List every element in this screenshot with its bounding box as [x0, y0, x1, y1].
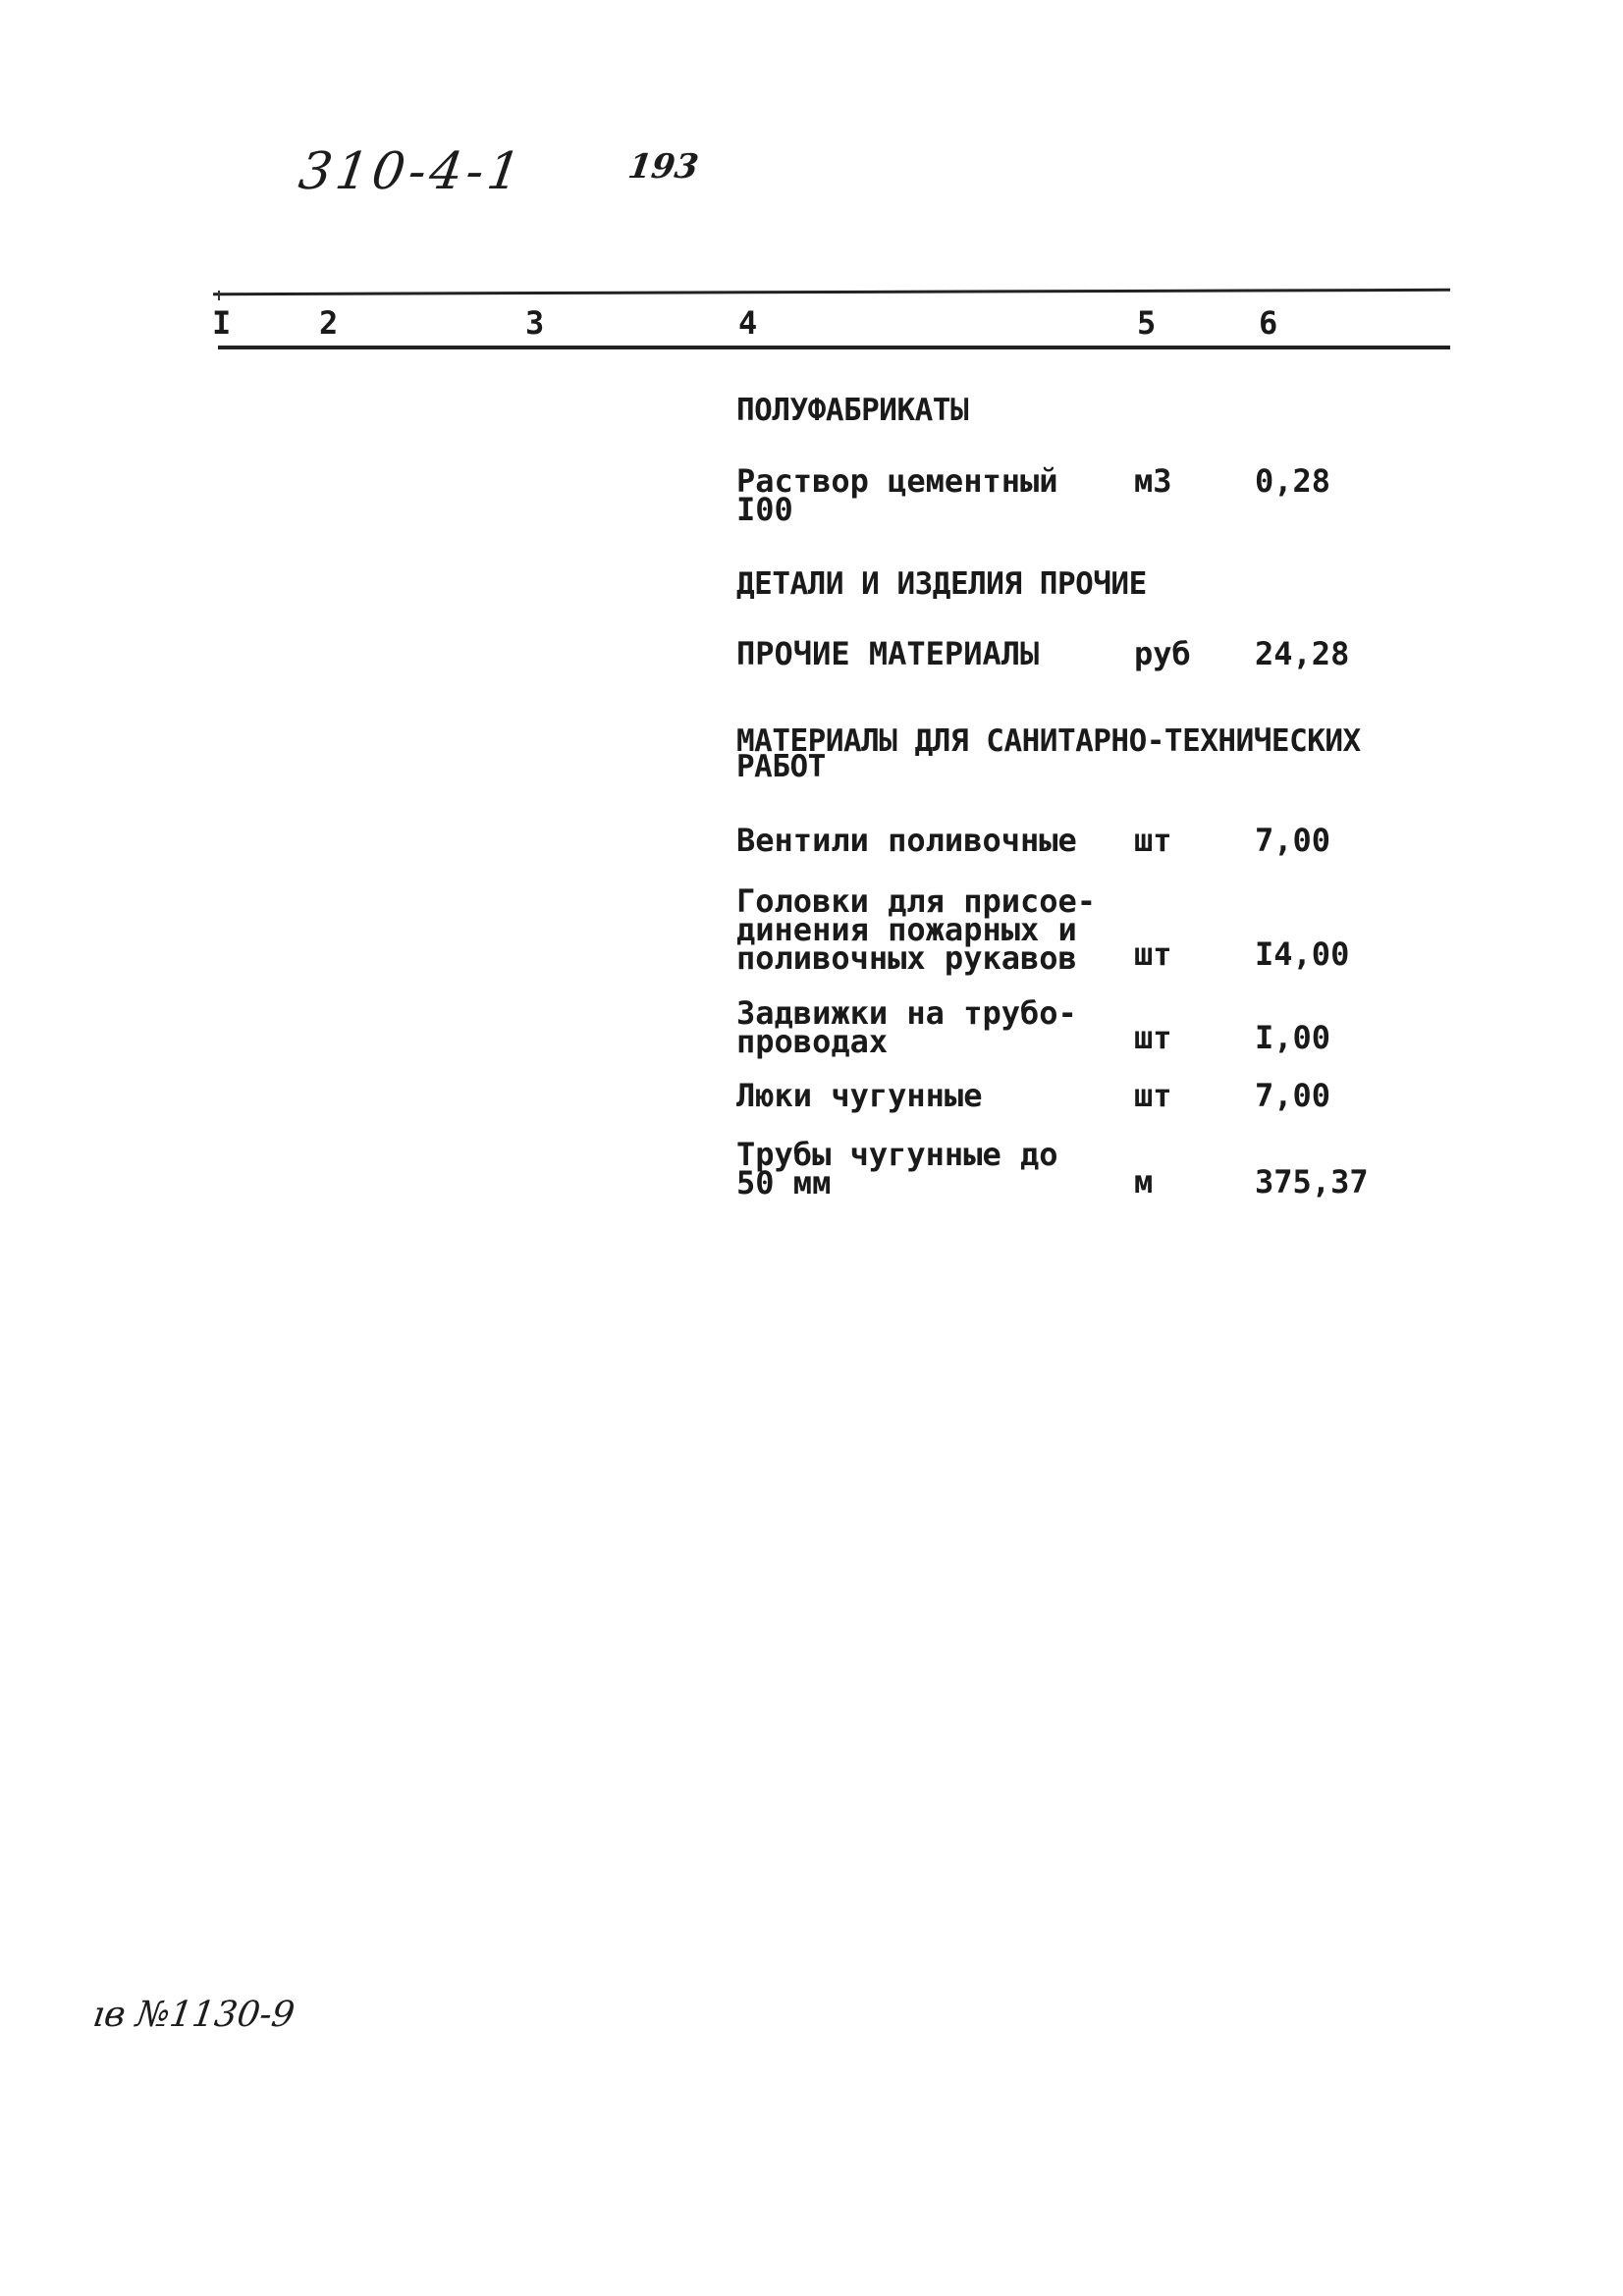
item-name: Люки чугунные: [736, 1077, 983, 1114]
column-number-5: 5: [1137, 304, 1157, 342]
item-quantity: 7,00: [1255, 1077, 1331, 1114]
item-name: Трубы чугунные до 50 мм: [736, 1136, 1058, 1201]
column-number-6: 6: [1259, 304, 1278, 342]
document-number: 310-4-1: [295, 142, 528, 201]
item-unit: шт: [1134, 1077, 1172, 1114]
item-unit: руб: [1134, 635, 1191, 672]
item-quantity: 24,28: [1255, 635, 1350, 672]
item-quantity: 375,37: [1255, 1163, 1369, 1201]
item-name: Вентили поливочные: [736, 822, 1077, 859]
item-name: Головки для присое- динения пожарных и поливочных рукавов: [736, 882, 1097, 977]
item-name: Задвижки на трубо- проводах: [736, 994, 1077, 1060]
item-unit: м: [1134, 1163, 1154, 1201]
column-number-1: I: [212, 304, 232, 342]
item-quantity: 0,28: [1255, 462, 1331, 500]
header-top-rule: [213, 289, 1450, 295]
column-number-4: 4: [738, 304, 758, 342]
header-bottom-rule: [218, 346, 1450, 349]
item-name: ПРОЧИЕ МАТЕРИАЛЫ: [736, 635, 1040, 672]
table-row: [736, 1136, 1443, 1201]
item-unit: м3: [1134, 462, 1172, 500]
item-name: Раствор цементный I00: [736, 462, 1058, 528]
item-quantity: 7,00: [1255, 822, 1331, 859]
archive-number: ıв №1130-9: [90, 1995, 298, 2035]
column-tick-1: [218, 291, 220, 300]
item-unit: шт: [1134, 1019, 1172, 1056]
item-unit: шт: [1134, 822, 1172, 859]
page-number: 193: [625, 147, 701, 187]
table-row: [736, 882, 1443, 977]
item-quantity: I4,00: [1255, 935, 1350, 973]
column-number-2: 2: [319, 304, 339, 342]
section-title: ДЕТАЛИ И ИЗДЕЛИЯ ПРОЧИЕ: [736, 566, 1147, 602]
section-title: МАТЕРИАЛЫ ДЛЯ САНИТАРНО-ТЕХНИЧЕСКИХ РАБОТ: [736, 723, 1361, 784]
item-quantity: I,00: [1255, 1019, 1331, 1056]
column-number-3: 3: [525, 304, 545, 342]
section-title: ПОЛУФАБРИКАТЫ: [736, 393, 969, 428]
item-unit: шт: [1134, 935, 1172, 973]
table-row: [736, 994, 1443, 1060]
